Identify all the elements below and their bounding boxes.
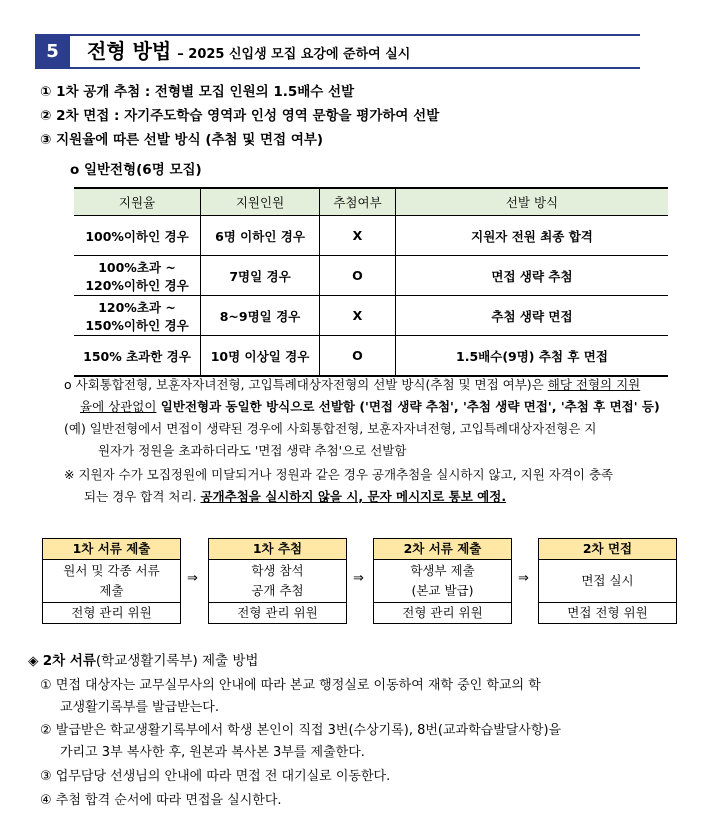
table-row xyxy=(74,336,668,377)
section-subtitle: – 2025 신입생 모집 요강에 준하여 실시 xyxy=(177,47,411,62)
method-cell: 추첨 생략 면접 xyxy=(396,296,669,336)
rate-cell: 100%이하인 경우 xyxy=(74,216,201,256)
flow-step-title: 2차 서류 제출 xyxy=(374,539,511,560)
count-cell: 7명일 경우 xyxy=(201,256,320,296)
section-number-badge: 5 xyxy=(35,36,70,67)
header-bottom-rule xyxy=(35,67,640,69)
general-heading: o 일반전형(6명 모집) xyxy=(70,162,202,178)
docs-heading: ◈ 2차 서류(학교생활기록부) 제출 방법 xyxy=(28,653,259,669)
flow-step-owner: 전형 관리 위원 xyxy=(237,605,318,620)
rate-cell: 100%초과 ~ 120%이하인 경우 xyxy=(74,256,201,296)
flow-step-owner: 전형 관리 위원 xyxy=(71,605,152,620)
flow-step-body: 학생부 제출 (본교 발급) xyxy=(374,560,511,603)
flow-step-1 xyxy=(42,538,181,624)
section-title xyxy=(87,36,410,67)
selection-table xyxy=(74,187,668,377)
docs-item-4: ④ 추첨 합격 순서에 따라 면접을 실시한다. xyxy=(40,793,282,808)
table-row xyxy=(74,296,668,336)
title-text: 전형 방법 xyxy=(87,39,172,63)
method-cell: 면접 생략 추첨 xyxy=(396,256,669,296)
step-2: ② 2차 면접 : 자기주도학습 영역과 인성 영역 문항을 평가하여 선발 xyxy=(40,108,440,124)
table-row xyxy=(74,216,668,256)
rate-cell: 120%초과 ~ 150%이하인 경우 xyxy=(74,296,201,336)
docs-item-1: ① 면접 대상자는 교무실무사의 안내에 따라 본교 행정실로 이동하여 재학 중인 학교의 학 교생활기록부를 발급받는다. xyxy=(40,678,541,715)
flow-step-title: 2차 면접 xyxy=(539,539,676,560)
count-cell: 6명 이하인 경우 xyxy=(201,216,320,256)
flow-step-owner: 전형 관리 위원 xyxy=(402,605,483,620)
method-cell: 1.5배수(9명) 추첨 후 면접 xyxy=(396,336,669,377)
table-row xyxy=(74,256,668,296)
col-lottery-header: 추첨여부 xyxy=(320,188,396,216)
lottery-cell: X xyxy=(320,216,396,256)
flow-step-body: 원서 및 각종 서류 제출 xyxy=(43,560,180,603)
flow-step-body: 면접 실시 xyxy=(539,560,676,603)
flow-step-2 xyxy=(208,538,347,624)
flow-step-3 xyxy=(373,538,512,624)
flow-step-title: 1차 서류 제출 xyxy=(43,539,180,560)
step-1: ① 1차 공개 추첨 : 전형별 모집 인원의 1.5배수 선발 xyxy=(40,84,355,100)
note-3: ※ 지원자 수가 모집정원에 미달되거나 정원과 같은 경우 공개추첨을 실시하지 않고, 지원 자격이 충족 되는 경우 합격 처리. 공개추첨을 실시하지 않을 시, 문자 메시지로 통보 예정. xyxy=(64,467,614,504)
flow-arrow-icon: ⇒ xyxy=(187,571,198,586)
note-2: (예) 일반전형에서 면접이 생략된 경우에 사회통합전형, 보훈자자녀전형, 고입특례대상자전형은 지 원자가 정원을 초과하더라도 '면접 생략 추첨'으로 선발함 xyxy=(64,421,597,458)
col-count-header: 지원인원 xyxy=(201,188,320,216)
note-1: o 사회통합전형, 보훈자자녀전형, 고입특례대상자전형의 선발 방식(추첨 및 면접 여부)은 해당 전형의 지원 율에 상관없이 일반전형과 동일한 방식으로 선발함 ('면접 생략 추첨', '추첨 생략 면접', '추첨 후 면접' 등) xyxy=(64,377,660,414)
docs-item-3: ③ 업무담당 선생님의 안내에 따라 면접 전 대기실로 이동한다. xyxy=(40,769,391,784)
diamond-bullet-icon: ◈ xyxy=(28,653,39,669)
flow-step-4 xyxy=(538,538,677,624)
rate-cell: 150% 초과한 경우 xyxy=(74,336,201,377)
lottery-cell: O xyxy=(320,336,396,377)
col-rate-header: 지원율 xyxy=(74,188,201,216)
count-cell: 10명 이상일 경우 xyxy=(201,336,320,377)
step-3: ③ 지원율에 따른 선발 방식 (추첨 및 면접 여부) xyxy=(40,132,324,148)
count-cell: 8~9명일 경우 xyxy=(201,296,320,336)
lottery-cell: O xyxy=(320,256,396,296)
flow-arrow-icon: ⇒ xyxy=(518,571,529,586)
section-header xyxy=(35,32,640,69)
docs-item-2: ② 발급받은 학교생활기록부에서 학생 본인이 직접 3번(수상기록), 8번(교과학습발달사항)을 가리고 3부 복사한 후, 원본과 복사본 3부를 제출한다. xyxy=(40,723,562,760)
table-header-row xyxy=(74,188,668,216)
flow-step-title: 1차 추첨 xyxy=(209,539,346,560)
col-method-header: 선발 방식 xyxy=(396,188,669,216)
flow-step-body: 학생 참석 공개 추첨 xyxy=(209,560,346,603)
flow-step-owner: 면접 전형 위원 xyxy=(567,605,648,620)
flow-arrow-icon: ⇒ xyxy=(353,571,364,586)
lottery-cell: X xyxy=(320,296,396,336)
method-cell: 지원자 전원 최종 합격 xyxy=(396,216,669,256)
